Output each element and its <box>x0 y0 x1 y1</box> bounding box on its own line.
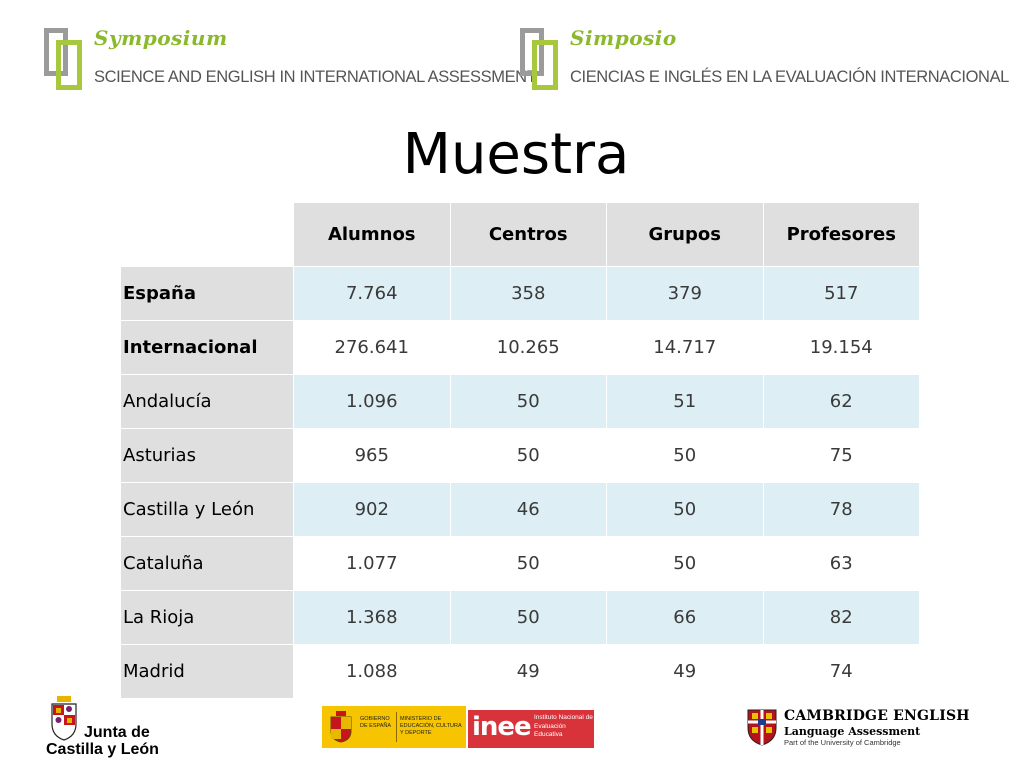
simposio-mark-icon <box>520 26 570 92</box>
cell-alumnos: 7.764 <box>294 267 451 321</box>
cell-alumnos: 1.077 <box>294 537 451 591</box>
cell-grupos: 66 <box>607 591 764 645</box>
symposium-logo-es <box>520 26 1009 92</box>
cell-centros: 49 <box>450 645 607 699</box>
symposium-script-en: Symposium <box>94 26 228 50</box>
column-header-alumnos: Alumnos <box>294 203 451 267</box>
table-row <box>121 645 920 699</box>
table-row <box>121 267 920 321</box>
cell-centros: 50 <box>450 537 607 591</box>
cell-centros: 10.265 <box>450 321 607 375</box>
cell-profesores: 19.154 <box>763 321 920 375</box>
row-label: Castilla y León <box>121 483 294 537</box>
cell-centros: 46 <box>450 483 607 537</box>
cell-alumnos: 1.368 <box>294 591 451 645</box>
cell-alumnos: 902 <box>294 483 451 537</box>
cell-grupos: 379 <box>607 267 764 321</box>
row-label: Asturias <box>121 429 294 483</box>
table-row <box>121 591 920 645</box>
table-row <box>121 483 920 537</box>
table-row <box>121 375 920 429</box>
cell-profesores: 78 <box>763 483 920 537</box>
column-header-grupos: Grupos <box>607 203 764 267</box>
table-row <box>121 537 920 591</box>
cell-grupos: 49 <box>607 645 764 699</box>
instituto-text: Instituto Nacional de Evaluación Educativa <box>534 714 593 738</box>
cell-alumnos: 276.641 <box>294 321 451 375</box>
symposium-caption-en: SCIENCE AND ENGLISH IN INTERNATIONAL ASSESSMENT <box>94 68 537 86</box>
cell-alumnos: 1.096 <box>294 375 451 429</box>
cell-profesores: 75 <box>763 429 920 483</box>
simposio-script-es: Simposio <box>570 26 677 50</box>
row-label: La Rioja <box>121 591 294 645</box>
gobierno-text: GOBIERNO DE ESPAÑA <box>360 716 392 729</box>
simposio-caption-es: CIENCIAS E INGLÉS EN LA EVALUACIÓN INTERNACIONAL <box>570 68 1009 86</box>
column-header-centros: Centros <box>450 203 607 267</box>
column-header-profesores: Profesores <box>763 203 920 267</box>
spain-shield-icon <box>328 711 354 743</box>
gobierno-inee-logo <box>322 706 594 748</box>
cell-grupos: 50 <box>607 537 764 591</box>
jcyl-line1: Junta de <box>84 724 150 741</box>
ministerio-text: MINISTERIO DE EDUCACIÓN, CULTURA Y DEPORTE <box>400 716 462 736</box>
cell-grupos: 50 <box>607 483 764 537</box>
row-label: Andalucía <box>121 375 294 429</box>
page-title: Muestra <box>402 122 630 187</box>
cell-centros: 50 <box>450 591 607 645</box>
cambridge-line3: Part of the University of Cambridge <box>784 738 901 747</box>
cell-profesores: 63 <box>763 537 920 591</box>
symposium-mark-icon <box>44 26 94 92</box>
inee-wordmark: inee <box>472 712 531 742</box>
row-label: España <box>121 267 294 321</box>
gobierno-divider <box>396 712 397 742</box>
cell-profesores: 517 <box>763 267 920 321</box>
cell-profesores: 82 <box>763 591 920 645</box>
cambridge-english-logo <box>746 706 972 750</box>
cell-centros: 50 <box>450 375 607 429</box>
cell-alumnos: 965 <box>294 429 451 483</box>
cell-profesores: 62 <box>763 375 920 429</box>
cell-grupos: 51 <box>607 375 764 429</box>
cell-centros: 358 <box>450 267 607 321</box>
cambridge-crest-icon <box>746 708 778 746</box>
symposium-logo-en <box>44 26 537 92</box>
row-label: Internacional <box>121 321 294 375</box>
table-header-row <box>121 203 920 267</box>
row-label: Madrid <box>121 645 294 699</box>
cell-grupos: 14.717 <box>607 321 764 375</box>
cambridge-line2: Language Assessment <box>784 725 921 738</box>
castilla-leon-crest-icon <box>50 696 78 742</box>
junta-castilla-leon-logo <box>44 696 159 762</box>
row-label: Cataluña <box>121 537 294 591</box>
table-row <box>121 429 920 483</box>
cell-centros: 50 <box>450 429 607 483</box>
jcyl-line2: Castilla y León <box>46 741 159 758</box>
table-row <box>121 321 920 375</box>
cambridge-line1: CAMBRIDGE ENGLISH <box>784 708 970 724</box>
cell-alumnos: 1.088 <box>294 645 451 699</box>
header-empty-cell <box>121 203 294 267</box>
sample-table <box>120 202 920 699</box>
cell-grupos: 50 <box>607 429 764 483</box>
cell-profesores: 74 <box>763 645 920 699</box>
